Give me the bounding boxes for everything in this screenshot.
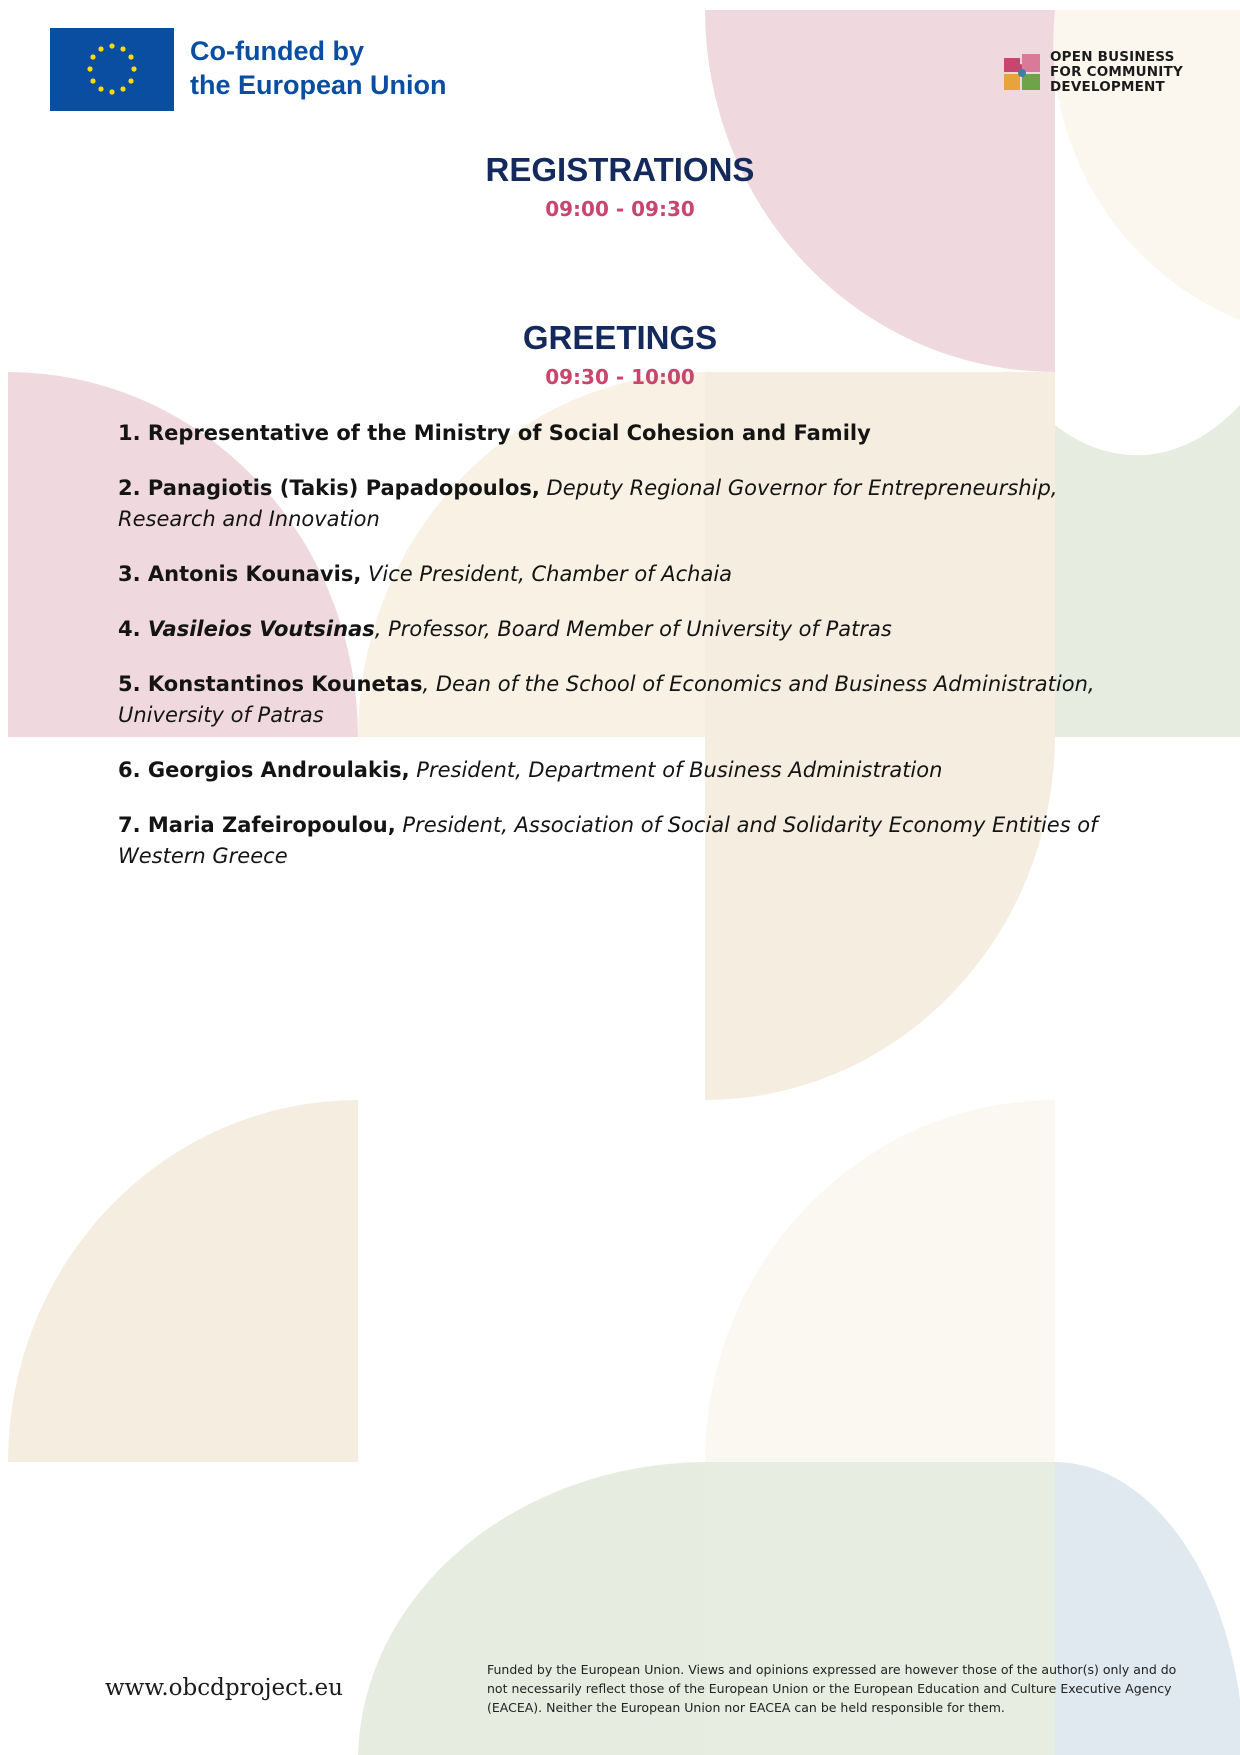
item-number: 3. [118,562,148,586]
puzzle-logo-icon [1000,50,1046,96]
obcd-line-2: FOR COMMUNITY [1050,64,1183,80]
item-number: 1. [118,421,148,445]
greetings-item [118,810,1128,872]
item-number: 2. [118,476,148,500]
obcd-logo-text [1050,50,1183,95]
greetings-time: 09:30 - 10:00 [545,365,695,389]
speaker-role: President, Department of Business Administration [409,758,943,782]
speaker-name: Representative of the Ministry of Social Cohesion and Family [147,421,871,445]
bg-shape-faint-right [705,1100,1055,1462]
speaker-name: Konstantinos Kounetas [147,672,423,696]
registrations-title: REGISTRATIONS [485,151,755,188]
item-number: 7. [118,813,148,837]
registrations-time: 09:00 - 09:30 [545,197,695,221]
speaker-role: Vice President, Chamber of Achaia [361,562,733,586]
speaker-role: President, Association of Social and Solidarity Economy Entities of Western Greece [118,813,1098,868]
eu-cofunded-label [190,34,447,102]
greetings-item [118,755,1128,786]
greetings-list [118,418,1128,896]
eu-flag-icon [50,28,174,111]
speaker-role: , Dean of the School of Economics and Business Administration, University of Patras [118,672,1095,727]
speaker-name: Antonis Kounavis, [147,562,362,586]
greetings-item [118,614,1128,645]
item-number: 6. [118,758,148,782]
item-number: 5. [118,672,148,696]
speaker-name: Maria Zafeiropoulou, [147,813,396,837]
eu-line-2: the European Union [190,70,447,100]
speaker-role: Deputy Regional Governor for Entrepreneurship, Research and Innovation [118,476,1058,531]
obcd-line-1: OPEN BUSINESS [1050,49,1175,65]
funding-disclaimer: Funded by the European Union. Views and opinions expressed are however those of the author(s) only and do not necessarily reflect those of the European Union or the European Education and Culture Executive Agency (EACEA). Neither the European Union nor EACEA can be held responsible for them. [487,1662,1177,1715]
item-number: 4. [118,617,148,641]
project-website-link[interactable]: www.obcdproject.eu [105,1675,343,1701]
eu-line-1: Co-funded by [190,36,364,66]
greetings-title: GREETINGS [522,319,718,356]
obcd-line-3: DEVELOPMENT [1050,79,1165,95]
speaker-name: Georgios Androulakis, [147,758,410,782]
greetings-item [118,473,1128,535]
bg-shape-beige-left-lower [8,1100,358,1462]
speaker-name: Panagiotis (Takis) Papadopoulos, [147,476,540,500]
greetings-item [118,559,1128,590]
speaker-name: Vasileios Voutsinas [147,617,375,641]
greetings-item [118,418,1128,449]
greetings-item [118,669,1128,731]
speaker-role: , Professor, Board Member of University of Patras [374,617,892,641]
